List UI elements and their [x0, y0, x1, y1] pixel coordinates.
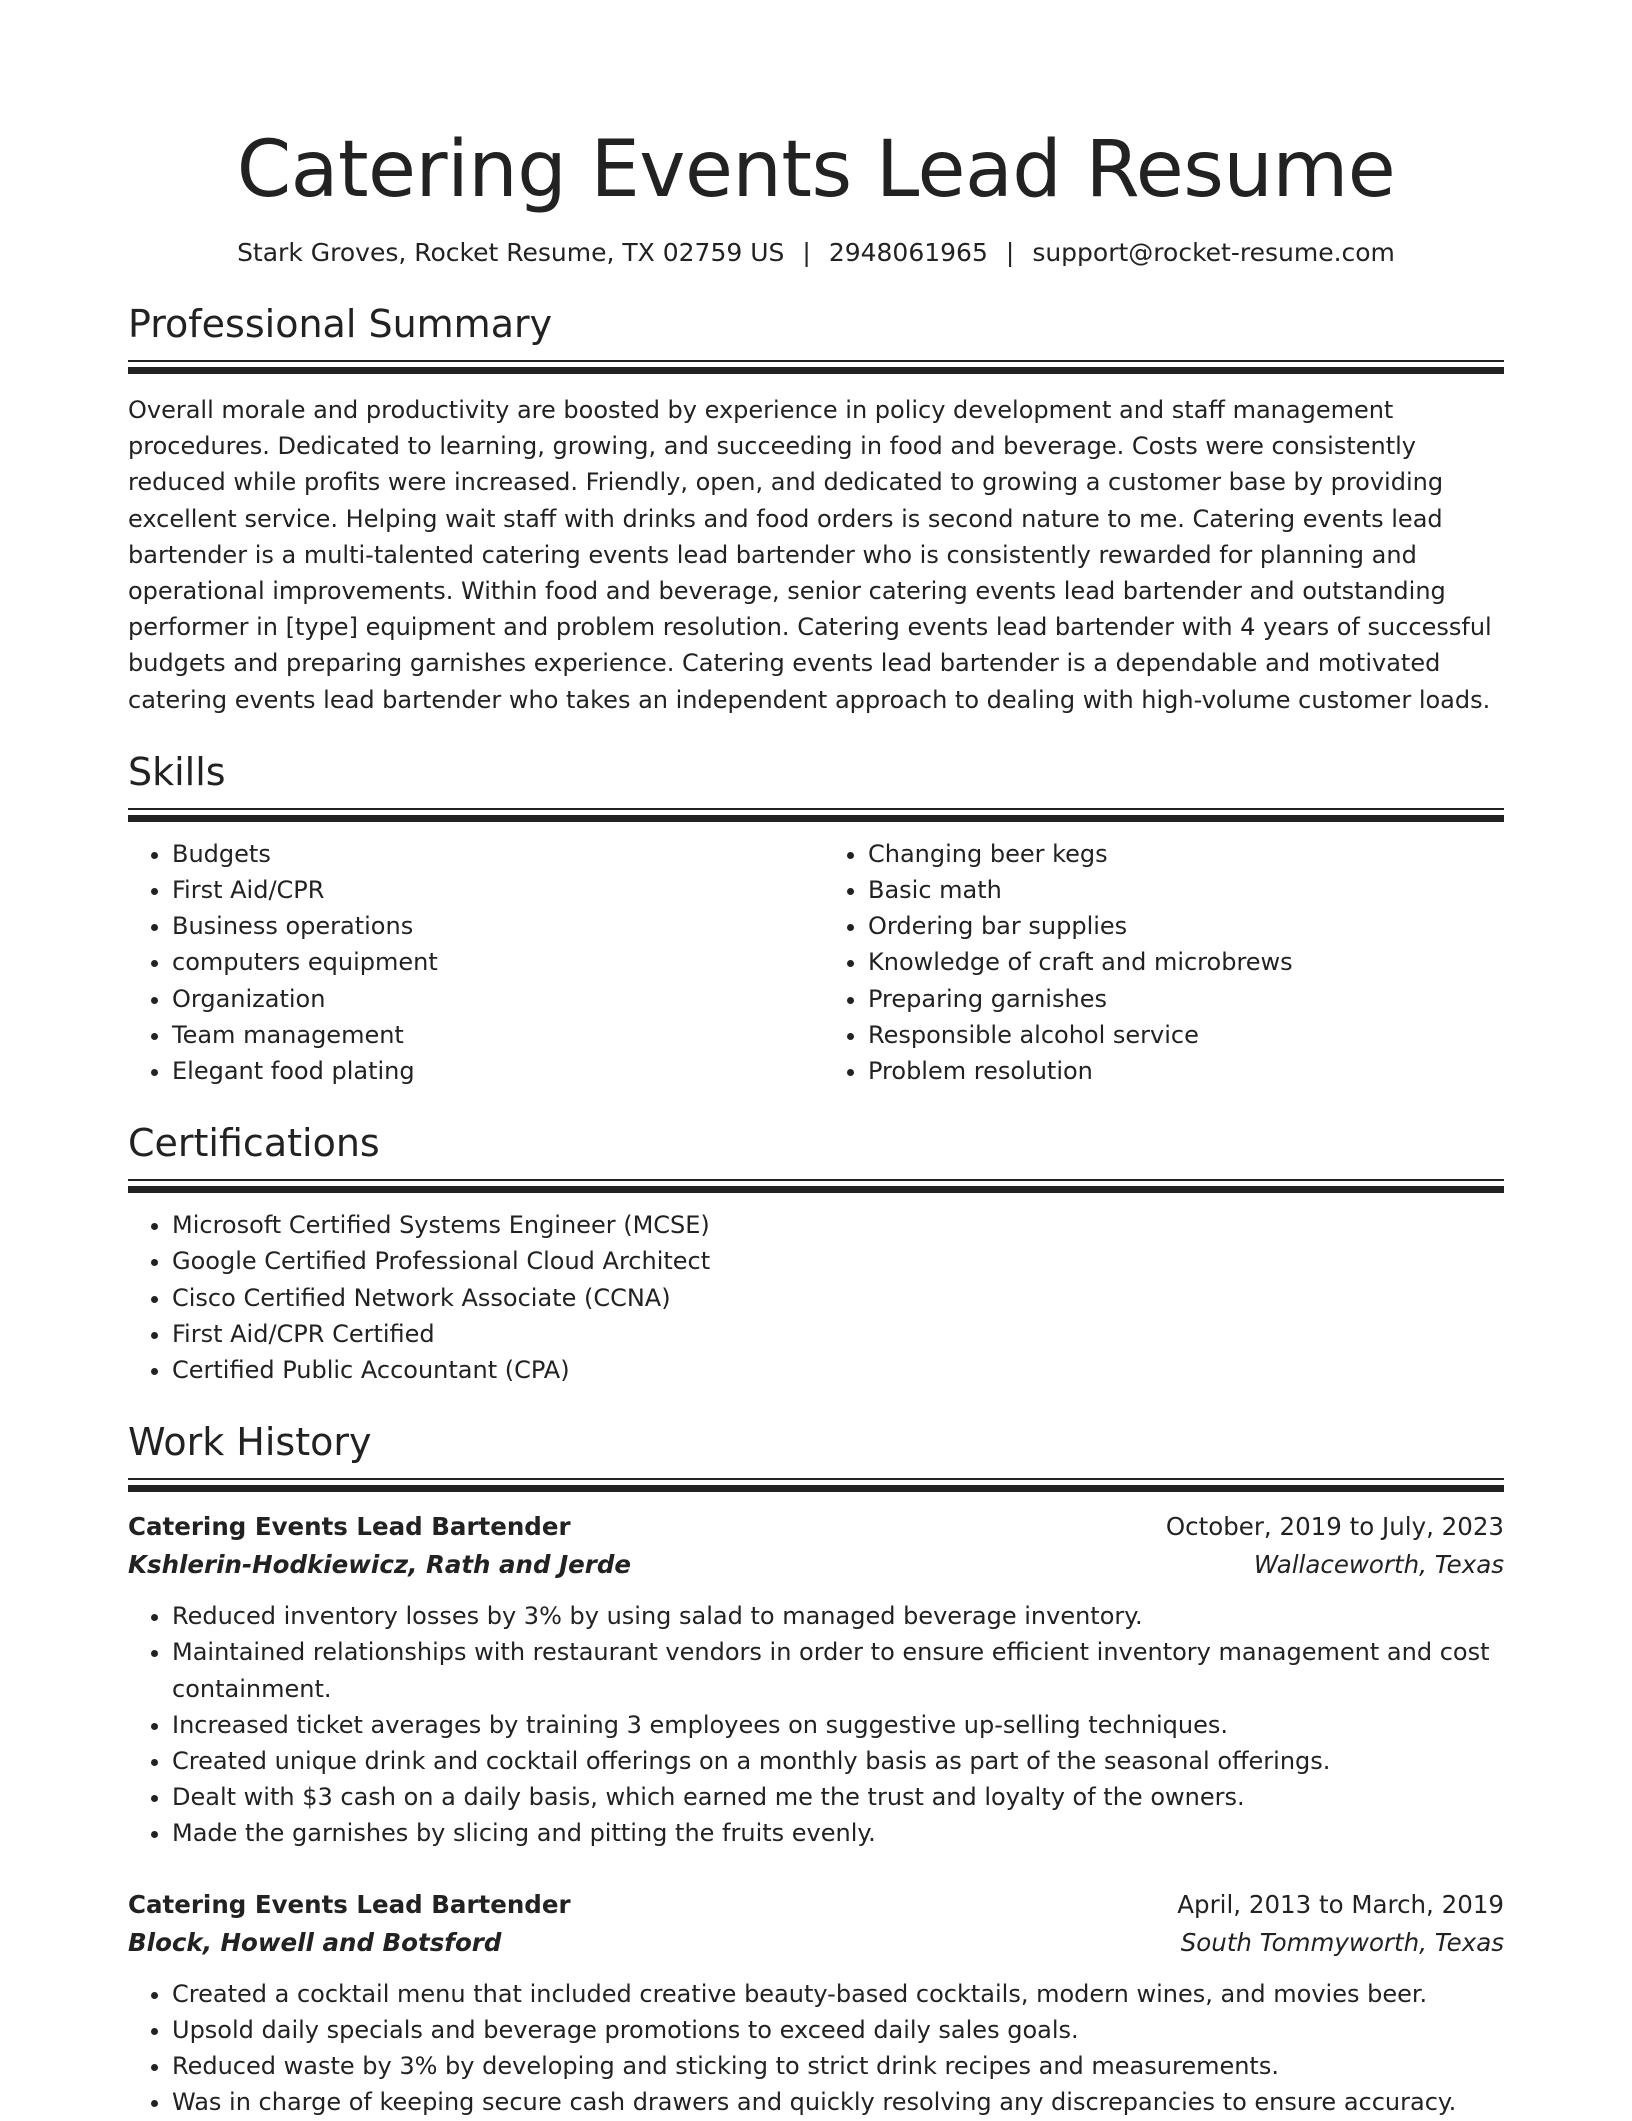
skill-item: • Budgets [172, 836, 816, 872]
job-duty: • Dealt with $3 cash on a daily basis, which earned me the trust and loyalty of the owners. [172, 1779, 1504, 1815]
contact-line [128, 236, 1504, 270]
job-header-row [128, 1508, 1504, 1546]
certification-item: • First Aid/CPR Certified [172, 1316, 1504, 1352]
skill-item: • computers equipment [172, 944, 816, 980]
section-divider [128, 808, 1504, 822]
skill-item: • Ordering bar supplies [868, 908, 1504, 944]
contact-email: support@rocket-resume.com [1032, 238, 1395, 267]
job-duties-list [128, 1598, 1504, 1851]
skill-item: • Changing beer kegs [868, 836, 1504, 872]
skill-item: • Problem resolution [868, 1053, 1504, 1089]
contact-address: Stark Groves, Rocket Resume, TX 02759 US [237, 238, 785, 267]
certifications-heading: Certifications [128, 1121, 380, 1166]
contact-separator: | [1005, 238, 1015, 267]
skills-grid [128, 836, 1504, 1089]
job-title: Catering Events Lead Bartender [128, 1889, 571, 1919]
job-duty: • Reduced waste by 3% by developing and sticking to strict drink recipes and measurements. [172, 2048, 1504, 2084]
job-dates: October, 2019 to July, 2023 [1165, 1512, 1504, 1542]
job-duty: • Maintained relationships with restaurant vendors in order to ensure efficient inventory management and cost containment. [172, 1634, 1504, 1706]
skills-section [128, 748, 1504, 1089]
work-history-heading: Work History [128, 1420, 372, 1465]
resume-page [128, 0, 1504, 2121]
certification-item: • Microsoft Certified Systems Engineer (MCSE) [172, 1207, 1504, 1243]
job-company: Kshlerin-Hodkiewicz, Rath and Jerde [128, 1550, 632, 1580]
skill-item: • Team management [172, 1017, 816, 1053]
skills-list-right [816, 836, 1504, 1089]
job-title: Catering Events Lead Bartender [128, 1512, 571, 1542]
job-subheader-row [128, 1546, 1504, 1584]
job-duty: • Created a cocktail menu that included creative beauty-based cocktails, modern wines, and movies beer. [172, 1976, 1504, 2012]
job-location: Wallaceworth, Texas [1253, 1550, 1504, 1580]
skill-item: • Organization [172, 981, 816, 1017]
skill-item: • Elegant food plating [172, 1053, 816, 1089]
summary-heading: Professional Summary [128, 302, 553, 346]
skill-item: • Knowledge of craft and microbrews [868, 944, 1504, 980]
contact-phone: 2948061965 [828, 238, 988, 267]
skill-item: • Business operations [172, 908, 816, 944]
summary-section [128, 300, 1504, 718]
resume-title: Catering Events Lead Resume [236, 125, 1396, 215]
job-company: Block, Howell and Botsford [128, 1927, 502, 1957]
section-divider [128, 1179, 1504, 1193]
certification-item: • Google Certified Professional Cloud Architect [172, 1243, 1504, 1279]
skill-item: • Basic math [868, 872, 1504, 908]
certification-item: • Certified Public Accountant (CPA) [172, 1352, 1504, 1388]
job-dates: April, 2013 to March, 2019 [1177, 1889, 1504, 1919]
job-duty: • Created unique drink and cocktail offerings on a monthly basis as part of the seasonal offerings. [172, 1743, 1504, 1779]
job-duty: • Made the garnishes by slicing and pitting the fruits evenly. [172, 1815, 1504, 1851]
certifications-list [128, 1207, 1504, 1388]
section-divider [128, 1478, 1504, 1492]
certifications-section [128, 1119, 1504, 1388]
skills-list-left [128, 836, 816, 1089]
job-duties-list [128, 1976, 1504, 2121]
summary-text: Overall morale and productivity are boosted by experience in policy development and staff management procedures. Dedicated to learning, growing, and succeeding in food and beverage. Costs were consistently reduced while profits were increased. Friendly, open, and dedicated to growing a customer base by providing excellent service. Helping wait staff with drinks and food orders is second nature to me. Catering events lead bartender is a multi-talented catering events lead bartender who is consistently rewarded for planning and operational improvements. Within food and beverage, senior catering events lead bartender and outstanding performer in [type] equipment and problem resolution. Catering events lead bartender with 4 years of successful budgets and preparing garnishes experience. Catering events lead bartender is a dependable and motivated catering events lead bartender who takes an independent approach to dealing with high-volume customer loads. [128, 396, 1492, 714]
job-entry [128, 1886, 1504, 2121]
job-duty: • Was in charge of keeping secure cash drawers and quickly resolving any discrepancies to ensure accuracy. [172, 2084, 1504, 2120]
job-subheader-row [128, 1924, 1504, 1962]
skill-item: • Preparing garnishes [868, 981, 1504, 1017]
job-duty: • Upsold daily specials and beverage promotions to exceed daily sales goals. [172, 2012, 1504, 2048]
job-duty: • Increased ticket averages by training 3 employees on suggestive up-selling techniques. [172, 1707, 1504, 1743]
section-divider [128, 360, 1504, 374]
job-location: South Tommyworth, Texas [1180, 1927, 1504, 1957]
certification-item: • Cisco Certified Network Associate (CCNA) [172, 1280, 1504, 1316]
skill-item: • First Aid/CPR [172, 872, 816, 908]
skills-heading: Skills [128, 749, 226, 794]
job-entry [128, 1508, 1504, 1851]
job-duty: • Reduced inventory losses by 3% by using salad to managed beverage inventory. [172, 1598, 1504, 1634]
work-history-section [128, 1418, 1504, 2120]
job-header-row [128, 1886, 1504, 1924]
contact-separator: | [802, 238, 811, 267]
skill-item: • Responsible alcohol service [868, 1017, 1504, 1053]
